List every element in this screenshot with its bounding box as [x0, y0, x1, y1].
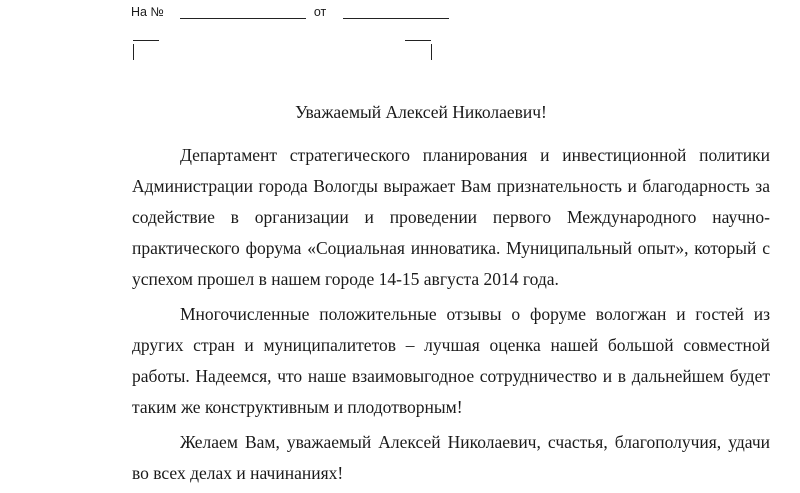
paragraph: Департамент стратегического планирования и инвестиционной политики Администрации города Вологды выражает Вам признательность и благодарность за содействие в организации и проведении первого Международного научно-практического форума «Социальная инноватика. Муниципальный опыт», который с успехом прошел в нашем городе 14-15 августа 2014 года. — [132, 145, 770, 289]
date-blank — [343, 4, 449, 19]
reference-line — [131, 4, 449, 19]
paragraph: Многочисленные положительные отзывы о форуме вологжан и гостей из других стран и муниципалитетов – лучшая оценка нашей большой совместной работы. Надеемся, что наше взаимовыгодное сотрудничество и в дальнейшем будет таким же конструктивным и плодотворным! — [132, 304, 770, 417]
letter-body — [132, 140, 770, 493]
paragraph: Желаем Вам, уважаемый Алексей Николаевич, счастья, благополучия, удачи во всех делах и начинаниях! — [132, 432, 770, 483]
number-blank — [180, 4, 306, 19]
date-label: от — [313, 5, 327, 19]
number-label: На № — [131, 5, 164, 19]
salutation: Уважаемый Алексей Николаевич! — [295, 102, 547, 122]
